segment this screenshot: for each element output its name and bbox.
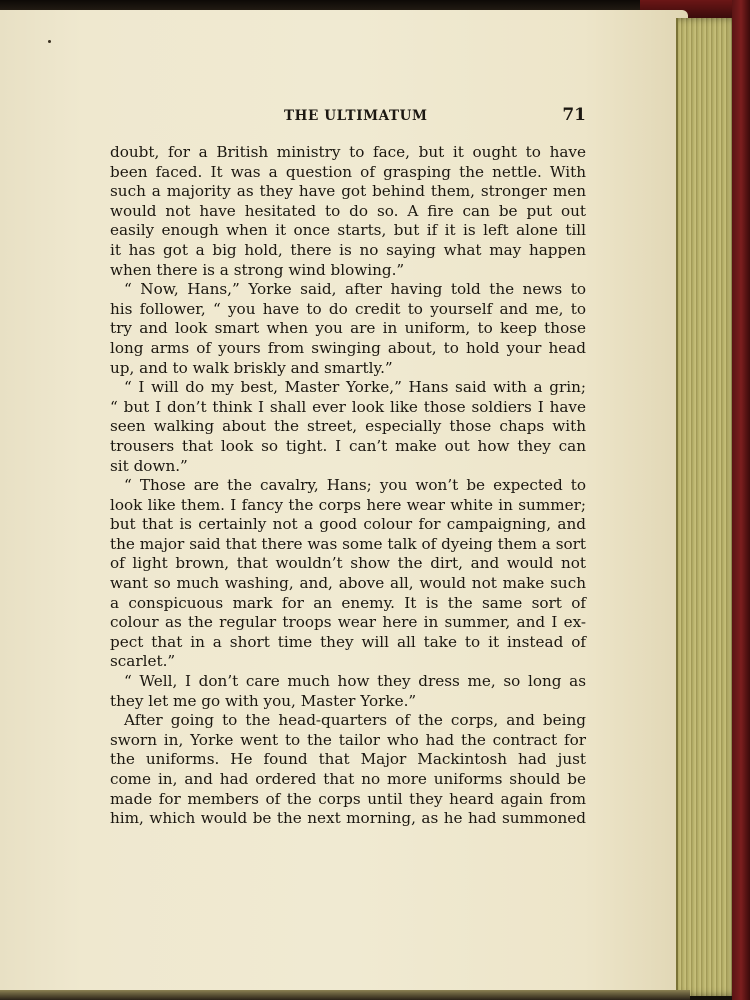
text-line: colour as the regular troops wear here in summer, and I ex- — [110, 613, 586, 632]
text-line: try and look smart when you are in uniform, to keep those — [110, 319, 586, 338]
body-text — [110, 143, 586, 829]
text-line: a conspicuous mark for an enemy. It is the same sort of — [110, 593, 586, 612]
text-line: up, and to walk briskly and smartly.” — [110, 358, 393, 377]
text-line: sworn in, Yorke went to the tailor who had the contract for — [110, 730, 586, 749]
text-line: look like them. I fancy the corps here wear white in summer; — [110, 495, 586, 514]
text-line: long arms of yours from swinging about, to hold your head — [110, 338, 586, 357]
text-line: easily enough when it once starts, but if it is left alone till — [110, 221, 586, 240]
text-line: trousers that look so tight. I can’t make out how they can — [110, 436, 586, 455]
text-line: “ but I don’t think I shall ever look like those soldiers I have — [110, 397, 586, 416]
text-line: such a majority as they have got behind them, stronger men — [110, 182, 586, 201]
text-line: it has got a big hold, there is no saying what may happen — [110, 240, 586, 259]
text-line: but that is certainly not a good colour for campaigning, and — [110, 515, 586, 534]
text-line: made for members of the corps until they heard again from — [110, 789, 586, 808]
text-line: “ Those are the cavalry, Hans; you won’t be expected to — [124, 476, 586, 495]
text-line: the uniforms. He found that Major Mackintosh had just — [110, 750, 586, 769]
text-line: want so much washing, and, above all, would not make such — [110, 574, 586, 593]
text-line: seen walking about the street, especially those chaps with — [110, 417, 586, 436]
text-line: scarlet.” — [110, 652, 176, 671]
text-line: “ Well, I don’t care much how they dress me, so long as — [124, 672, 586, 691]
text-line: been faced. It was a question of grasping the nettle. With — [110, 162, 586, 181]
page-number: 71 — [562, 105, 586, 125]
running-head-title: THE ULTIMATUM — [284, 108, 428, 124]
page-speck — [48, 40, 51, 43]
text-line: when there is a strong wind blowing.” — [110, 260, 405, 279]
text-line: pect that in a short time they will all take to it instead of — [110, 632, 586, 651]
text-line: of light brown, that wouldn’t show the dirt, and would not — [110, 554, 586, 573]
text-line: him, which would be the next morning, as he had summoned — [110, 809, 586, 828]
running-head — [110, 104, 586, 130]
text-line: come in, and had ordered that no more uniforms should be — [110, 770, 586, 788]
text-line: “ I will do my best, Master Yorke,” Hans said with a grin; — [124, 378, 586, 397]
text-line: sit down.” — [110, 456, 188, 475]
page-edges — [676, 18, 740, 996]
book-bottom-edge — [0, 990, 690, 1000]
book-cover-edge — [732, 0, 750, 1000]
text-line: his follower, “ you have to do credit to yourself and me, to — [110, 299, 586, 318]
text-line: doubt, for a British ministry to face, but it ought to have — [110, 143, 586, 161]
text-line: After going to the head-quarters of the corps, and being — [124, 711, 586, 730]
text-line: they let me go with you, Master Yorke.” — [110, 691, 417, 710]
text-line: would not have hesitated to do so. A fire can be put out — [110, 201, 586, 220]
text-line: “ Now, Hans,” Yorke said, after having told the news to — [124, 280, 586, 299]
text-line: the major said that there was some talk of dyeing them a sort — [110, 534, 586, 553]
